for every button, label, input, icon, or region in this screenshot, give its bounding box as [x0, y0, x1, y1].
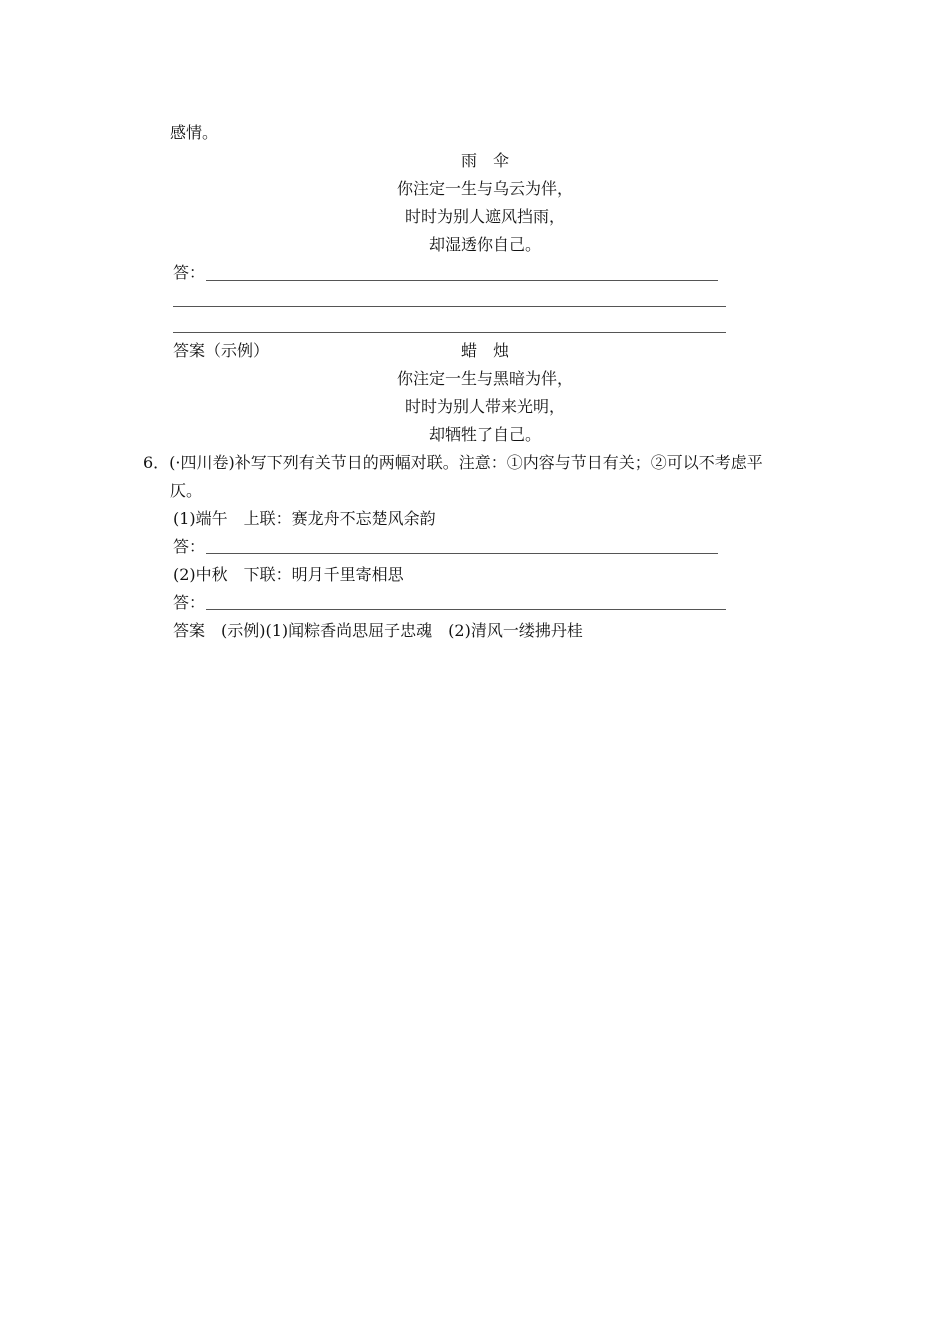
q5-poem-line-2: 时时为别人遮风挡雨， — [404, 207, 565, 226]
q5-answer-label: 答： — [173, 263, 206, 282]
q5-solution-poem-title: 蜡 烛 — [460, 341, 509, 360]
q6-prompt-line-1: 6．(·四川卷)补写下列有关节日的两幅对联。注意：①内容与节日有关；②可以不考虑平 — [143, 453, 763, 472]
q6-item-2: (2)中秋 下联：明月千里寄相思 — [173, 565, 404, 584]
q5-solution-poem-line-2: 时时为别人带来光明， — [404, 397, 565, 416]
q6-item-1-answer-blank[interactable] — [206, 553, 718, 554]
q6-solution: 答案 (示例)(1)闻粽香尚思屈子忠魂 (2)清风一缕拂丹桂 — [173, 621, 583, 640]
q6-item-2-answer-blank[interactable] — [206, 609, 726, 610]
q5-answer-blank-2[interactable] — [173, 306, 726, 307]
q5-tail-text: 感情。 — [170, 123, 219, 142]
q5-solution-poem-line-1: 你注定一生与黑暗为伴， — [396, 369, 573, 388]
q6-item-1-answer-label: 答： — [173, 537, 206, 556]
q6-item-1: (1)端午 上联：赛龙舟不忘楚风余韵 — [173, 509, 436, 528]
q5-poem-line-3: 却湿透你自己。 — [428, 235, 541, 254]
q5-answer-blank-3[interactable] — [173, 332, 726, 333]
q5-solution-label: 答案（示例） — [173, 341, 270, 360]
q6-prompt-line-2: 仄。 — [170, 481, 203, 500]
q6-item-2-answer-label: 答： — [173, 593, 206, 612]
q5-solution-poem-line-3: 却牺牲了自己。 — [428, 425, 541, 444]
q5-poem-line-1: 你注定一生与乌云为伴， — [396, 179, 573, 198]
q5-poem-title: 雨 伞 — [460, 151, 509, 170]
q5-answer-blank-1[interactable] — [206, 280, 718, 281]
